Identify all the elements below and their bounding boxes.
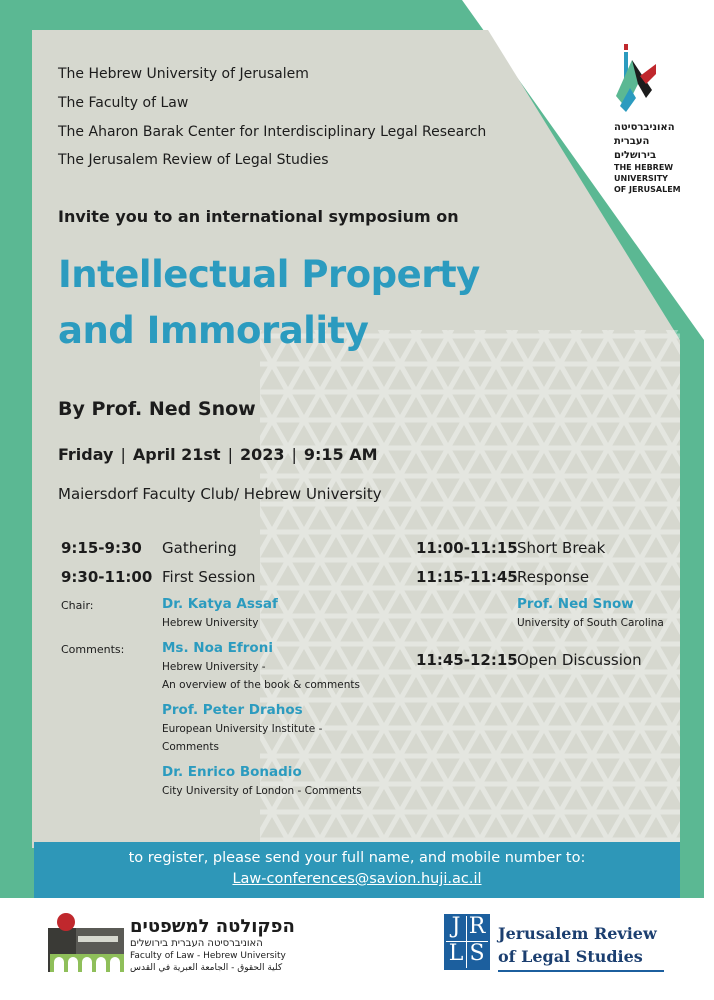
date-separator: | xyxy=(291,445,297,464)
jrls-letter: R xyxy=(468,914,486,939)
schedule-event: Response xyxy=(517,568,590,586)
huji-english-line-2: UNIVERSITY xyxy=(614,174,668,183)
huji-hebrew-line-2: העברית xyxy=(614,136,650,147)
header-line-faculty: The Faculty of Law xyxy=(58,95,189,111)
schedule-event: Short Break xyxy=(517,539,606,557)
responder-name: Prof. Ned Snow xyxy=(517,596,634,612)
schedule-time: 11:45-12:15 xyxy=(416,651,518,669)
jrls-logo-box xyxy=(444,914,490,970)
schedule-event: Open Discussion xyxy=(517,651,642,669)
participant-affiliation: European University Institute - xyxy=(162,723,323,735)
jrls-letter: L xyxy=(448,941,464,966)
schedule-time: 11:15-11:45 xyxy=(416,568,518,586)
participant-affiliation: An overview of the book & comments xyxy=(162,679,360,691)
jrls-title-line-1: Jerusalem Review xyxy=(498,924,657,943)
title-line-2: and Immorality xyxy=(58,309,369,352)
header-line-review: The Jerusalem Review of Legal Studies xyxy=(58,152,329,168)
huji-english-line-3: OF JERUSALEM xyxy=(614,185,681,194)
participant-name: Dr. Katya Assaf xyxy=(162,596,278,612)
participant-affiliation: Hebrew University - xyxy=(162,661,266,673)
faculty-hebrew-sub: האוניברסיטה העברית בירושלים xyxy=(130,938,263,949)
header-line-center: The Aharon Barak Center for Interdisciplinary Legal Research xyxy=(58,124,487,140)
registration-text: to register, please send your full name, and mobile number to: xyxy=(128,850,586,866)
role-comments-label: Comments: xyxy=(61,643,125,656)
invite-line: Invite you to an international symposium on xyxy=(58,207,459,226)
date-line xyxy=(58,445,378,464)
faculty-english: Faculty of Law - Hebrew University xyxy=(130,951,286,961)
schedule-time: 9:15-9:30 xyxy=(61,539,142,557)
date-separator: | xyxy=(120,445,126,464)
huji-hebrew-line-1: האוניברסיטה xyxy=(614,122,675,133)
schedule-event: Gathering xyxy=(162,539,237,557)
huji-english-line-1: THE HEBREW xyxy=(614,163,674,172)
jrls-title-line-2: of Legal Studies xyxy=(498,947,643,966)
huji-emblem-icon xyxy=(612,40,658,114)
schedule-time: 9:30-11:00 xyxy=(61,568,153,586)
jrls-letter: J xyxy=(451,914,461,939)
participant-name: Prof. Peter Drahos xyxy=(162,702,303,718)
participant-affiliation: Hebrew University xyxy=(162,617,259,629)
jrls-letter: S xyxy=(469,941,485,966)
header-line-university: The Hebrew University of Jerusalem xyxy=(58,66,309,82)
date-date: April 21st xyxy=(132,445,221,464)
responder-affiliation: University of South Carolina xyxy=(517,617,664,629)
participant-affiliation: City University of London - Comments xyxy=(162,785,362,797)
participant-name: Ms. Noa Efroni xyxy=(162,640,273,656)
speaker-line: By Prof. Ned Snow xyxy=(58,398,256,420)
jrls-underline xyxy=(498,970,664,972)
date-year: 2023 xyxy=(239,445,285,464)
lattice-pattern xyxy=(260,330,680,848)
schedule-event: First Session xyxy=(162,568,256,586)
faculty-arabic: كلية الحقوق - الجامعة العبرية في القدس xyxy=(130,963,283,973)
venue-line: Maiersdorf Faculty Club/ Hebrew University xyxy=(58,485,382,503)
faculty-hebrew: הפקולטה למשפטים xyxy=(130,916,295,937)
date-separator: | xyxy=(227,445,233,464)
faculty-building-icon xyxy=(48,912,124,972)
huji-hebrew-line-3: בירושלים xyxy=(614,150,657,161)
title-line-1: Intellectual Property xyxy=(58,253,480,296)
role-chair-label: Chair: xyxy=(61,599,94,612)
participant-name: Dr. Enrico Bonadio xyxy=(162,764,302,780)
date-time: 9:15 AM xyxy=(303,445,378,464)
schedule-time: 11:00-11:15 xyxy=(416,539,518,557)
date-day: Friday xyxy=(58,445,114,464)
registration-email-link[interactable]: Law-conferences@savion.huji.ac.il xyxy=(232,871,482,887)
participant-affiliation: Comments xyxy=(162,741,219,753)
